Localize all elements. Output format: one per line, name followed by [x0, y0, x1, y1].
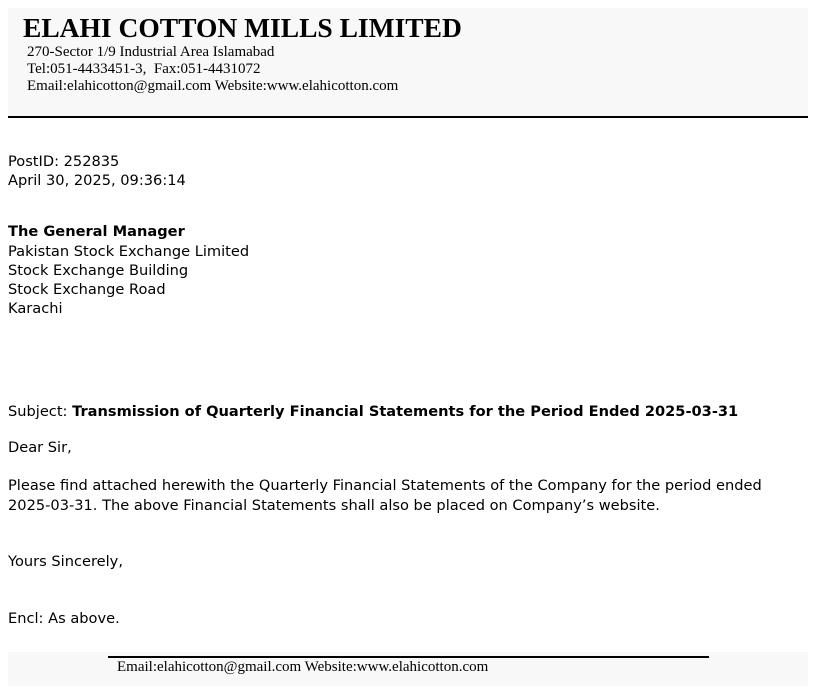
- company-email-website: Email:elahicotton@gmail.com Website:www.elahicotton.com: [27, 78, 399, 94]
- recipient-organization: Pakistan Stock Exchange Limited: [8, 243, 250, 260]
- recipient-building: Stock Exchange Building: [8, 262, 189, 279]
- letterhead: [8, 8, 808, 116]
- letter-body: Please find attached herewith the Quarterly Financial Statements of the Company for the period ended 2025-03-31. The above Financial Statements shall also be placed on Company’s website.: [8, 477, 762, 514]
- subject-line: [8, 402, 738, 421]
- company-address: 270-Sector 1/9 Industrial Area Islamabad: [27, 44, 275, 60]
- closing: Yours Sincerely,: [8, 553, 123, 570]
- salutation: Dear Sir,: [8, 439, 72, 456]
- header-divider: [8, 116, 808, 118]
- recipient-city: Karachi: [8, 300, 63, 317]
- company-name: ELAHI COTTON MILLS LIMITED: [23, 12, 462, 43]
- subject-label: Subject:: [8, 403, 73, 420]
- subject-text: Transmission of Quarterly Financial Statements for the Period Ended 2025-03-31: [72, 403, 739, 420]
- footer-email-website: Email:elahicotton@gmail.com Website:www.elahicotton.com: [117, 659, 489, 675]
- post-datetime: April 30, 2025, 09:36:14: [8, 172, 186, 189]
- enclosure-note: Encl: As above.: [8, 610, 120, 627]
- company-phone-fax: Tel:051-4433451-3, Fax:051-4431072: [27, 61, 261, 77]
- footer-divider: [108, 656, 709, 658]
- recipient-road: Stock Exchange Road: [8, 281, 166, 298]
- recipient-title: The General Manager: [8, 223, 185, 240]
- post-id: PostID: 252835: [8, 153, 120, 170]
